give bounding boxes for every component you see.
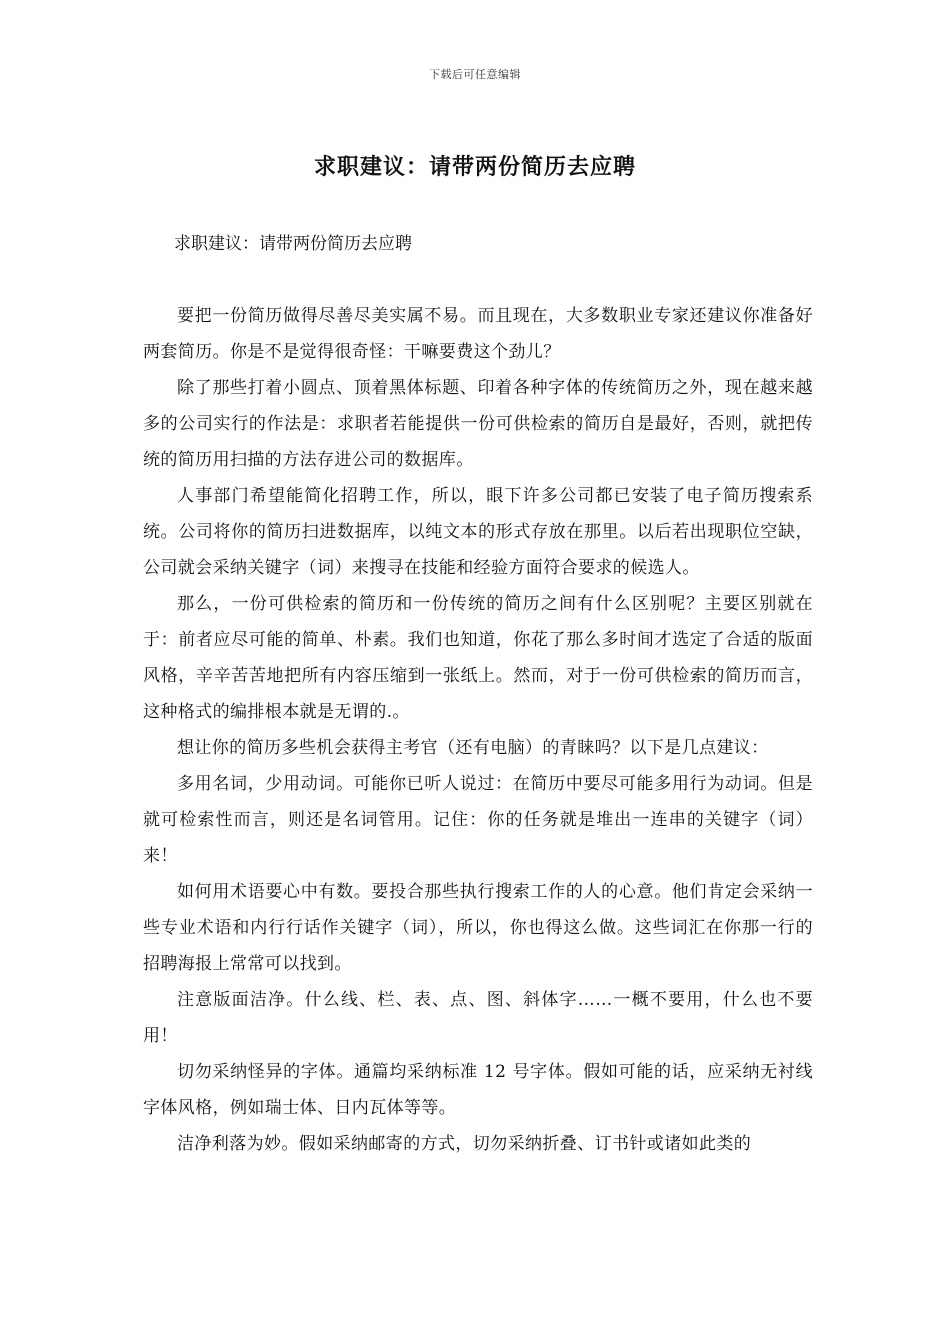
paragraph: 那么，一份可供检索的简历和一份传统的简历之间有什么区别呢？主要区别就在于：前者应尽可能的简单、朴素。我们也知道，你花了那么多时间才选定了合适的版面风格，辛辛苦苦地把所有内容压缩到一张纸上。然而，对于一份可供检索的简历而言，这种格式的编排根本就是无谓的.。 (143, 594, 813, 722)
document-title: 求职建议：请带两份简历去应聘 (313, 154, 636, 180)
paragraph: 洁净利落为妙。假如采纳邮寄的方式，切勿采纳折叠、订书针或诸如此类的 (177, 1134, 752, 1154)
paragraph: 注意版面洁净。什么线、栏、表、点、图、斜体字……一概不要用，什么也不要用！ (143, 990, 813, 1046)
document-body (143, 298, 813, 1162)
document-subtitle: 求职建议：请带两份简历去应聘 (174, 234, 412, 254)
paragraph: 想让你的简历多些机会获得主考官（还有电脑）的青睐吗？以下是几点建议： (177, 738, 769, 758)
page-header-note: 下载后可任意编辑 (429, 68, 521, 81)
paragraph: 要把一份简历做得尽善尽美实属不易。而且现在，大多数职业专家还建议你准备好两套简历。你是不是觉得很奇怪：干嘛要费这个劲儿？ (143, 306, 813, 362)
paragraph: 除了那些打着小圆点、顶着黑体标题、印着各种字体的传统简历之外，现在越来越多的公司实行的作法是：求职者若能提供一份可供检索的简历自是最好，否则，就把传统的简历用扫描的方法存进公司的数据库。 (143, 378, 813, 470)
paragraph: 多用名词，少用动词。可能你已听人说过：在简历中要尽可能多用行为动词。但是就可检索性而言，则还是名词管用。记住：你的任务就是堆出一连串的关键字（词）来！ (143, 774, 813, 866)
paragraph: 切勿采纳怪异的字体。通篇均采纳标准 12 号字体。假如可能的话，应采纳无衬线字体风格，例如瑞士体、日内瓦体等等。 (143, 1062, 813, 1118)
paragraph: 人事部门希望能简化招聘工作，所以，眼下许多公司都已安装了电子简历搜索系统。公司将你的简历扫进数据库，以纯文本的形式存放在那里。以后若出现职位空缺，公司就会采纳关键字（词）来搜寻在技能和经验方面符合要求的候选人。 (143, 486, 813, 578)
paragraph: 如何用术语要心中有数。要投合那些执行搜索工作的人的心意。他们肯定会采纳一些专业术语和内行行话作关键字（词），所以，你也得这么做。这些词汇在你那一行的招聘海报上常常可以找到。 (143, 882, 813, 974)
